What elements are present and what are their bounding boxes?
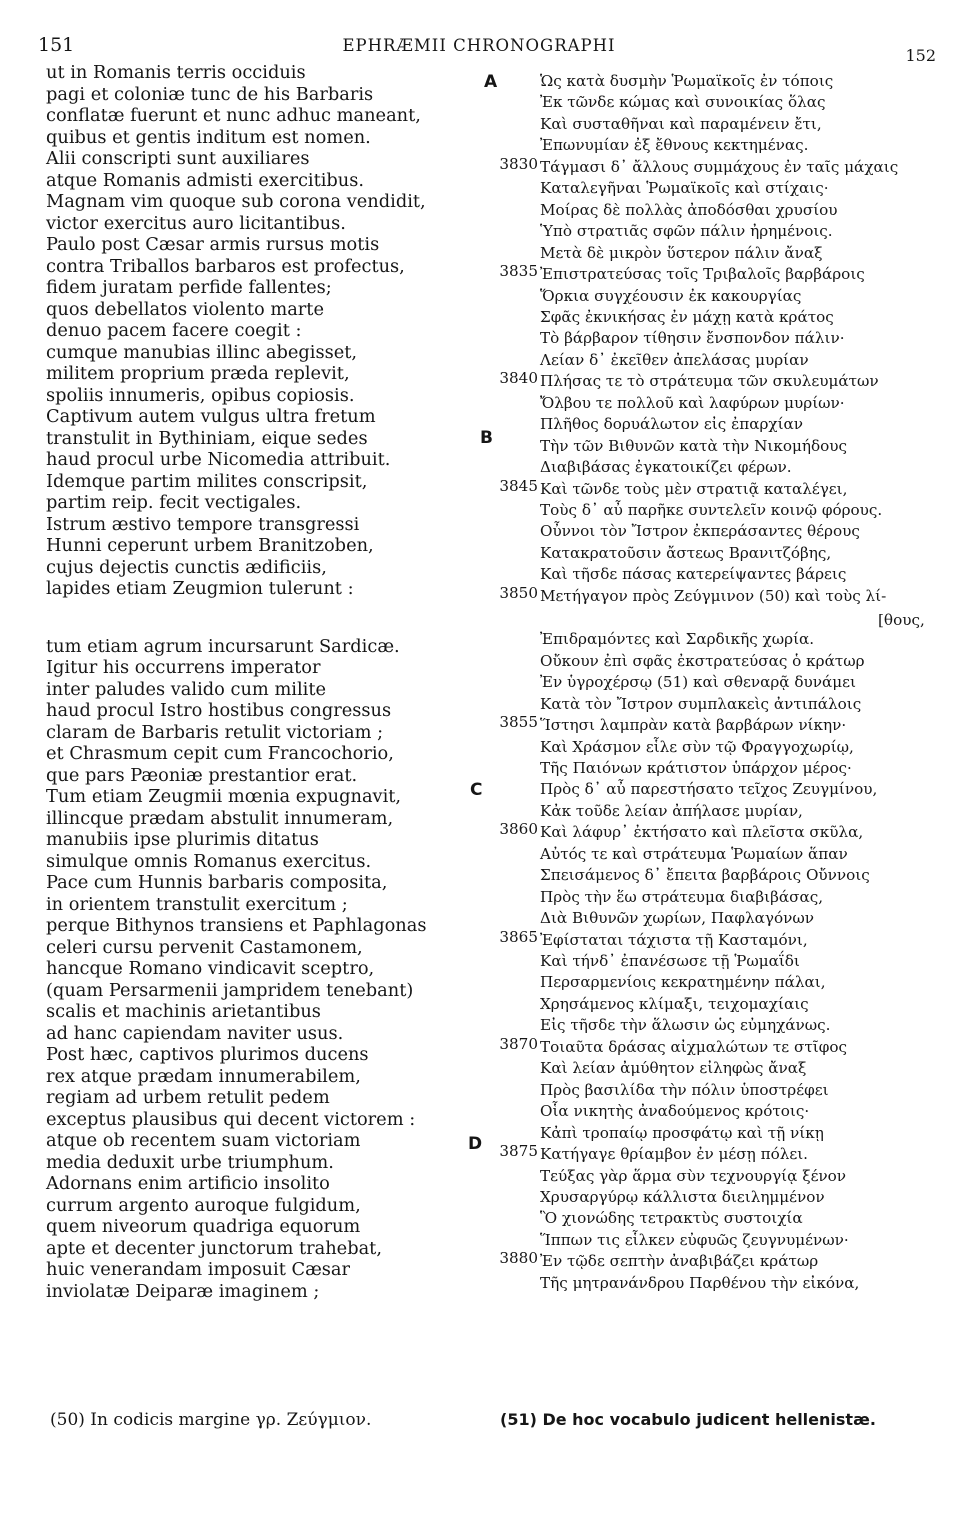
latin-line: in orientem transtulit exercitum ; — [46, 893, 348, 915]
greek-line: Μετήγαγον πρὸς Ζεύγμινον (50) καὶ τοὺς λί- — [540, 586, 887, 605]
latin-line: cumque manubias illinc abegisset, — [46, 341, 358, 363]
greek-line: Καὶ τῆσδε πάσας κατερείψαντες βάρεις — [540, 565, 847, 584]
footnote-51: (51) De hoc vocabulo judicent hellenistæ. — [500, 1410, 876, 1429]
greek-line: Περσαρμενίοις κεκρατημένην πάλαι, — [540, 973, 826, 992]
greek-line: Καὶ τῶνδε τοὺς μὲν στρατιᾷ καταλέγει, — [540, 479, 848, 498]
right-page-number: 152 — [905, 46, 936, 65]
verse-line-number: 3875 — [499, 1142, 538, 1161]
latin-line: pagi et coloniæ tunc de his Barbaris — [46, 83, 374, 105]
latin-line: tum etiam agrum incursarunt Sardicæ. — [46, 635, 400, 657]
latin-line: Post hæc, captivos plurimos ducens — [46, 1044, 369, 1065]
section-marker: A — [484, 72, 498, 92]
greek-line: Ἐν τῷδε σεπτὴν ἀναβιβάζει κράτωρ — [540, 1252, 819, 1271]
latin-line: simulque omnis Romanus exercitus. — [46, 850, 372, 872]
latin-line: cujus dejectis cunctis ædificiis, — [46, 556, 327, 578]
greek-line: Χρησάμενος κλίμαξι, τειχομαχίαις — [540, 994, 809, 1013]
greek-line: Τοὺς δ᾽ αὖ παρῆκε συντελεῖν κοινῷ φόρους. — [540, 501, 883, 519]
latin-line: exceptus plausibus qui decent victorem : — [46, 1108, 416, 1130]
verse-line-number: 3855 — [499, 713, 538, 732]
latin-line: hancque Romano vindicavit sceptro, — [46, 958, 375, 979]
latin-line: conflatæ fuerunt et nunc adhuc maneant, — [46, 105, 421, 126]
greek-line: Καὶ συσταθῆναι καὶ παραμένειν ἔτι, — [540, 114, 822, 133]
greek-line: Σπεισάμενος δ᾽ ἔπειτα βαρβάροις Οὔννοις — [540, 866, 870, 885]
greek-line: Καὶ Χράσμον εἷλε σὺν τῷ Φραγγοχωρίῳ, — [540, 737, 854, 756]
latin-line: contra Triballos barbaros est profectus, — [46, 255, 405, 277]
latin-line: partim reip. fecit vectigales. — [46, 492, 302, 513]
latin-line: ut in Romanis terris occiduis — [46, 62, 306, 83]
latin-line: rex atque prædam innumerabilem, — [46, 1065, 361, 1087]
greek-line: Πρὸς βασιλίδα τὴν πόλιν ὑποστρέφει — [540, 1080, 829, 1099]
greek-line: Ἵστησι λαμπρὰν κατὰ βαρβάρων νίκην· — [540, 716, 847, 735]
latin-line: quos debellatos violento marte — [46, 298, 324, 320]
section-marker: C — [470, 780, 483, 800]
section-marker: D — [468, 1134, 483, 1154]
greek-line: Διὰ Βιθυνῶν χωρίων, Παφλαγόνων — [540, 909, 815, 928]
latin-line: regiam ad urbem retulit pedem — [46, 1087, 330, 1108]
latin-line: Igitur his occurrens imperator — [46, 657, 321, 678]
latin-line: Captivum autem vulgus ultra fretum — [46, 406, 376, 427]
latin-line: fidem juratam perfide fallentes; — [46, 277, 332, 298]
verse-line-number: 3860 — [499, 820, 538, 839]
greek-line: Ὄλβου τε πολλοῦ καὶ λαφύρων μυρίων· — [540, 393, 845, 412]
greek-line: Οἷα νικητὴς ἀναδούμενος κρότοις· — [540, 1102, 810, 1121]
verse-line-number: 3830 — [499, 154, 538, 173]
greek-line: Αὐτός τε καὶ στράτευμα Ῥωμαίων ἅπαν — [540, 844, 848, 863]
greek-line: Τάγμασι δ᾽ ἄλλους συμμάχους ἐν ταῖς μάχαις — [540, 157, 899, 176]
section-marker: B — [480, 428, 493, 448]
latin-line: Hunni ceperunt urbem Branitzoben, — [46, 535, 374, 556]
latin-line: Adornans enim artificio insolito — [46, 1173, 330, 1194]
latin-line: denuo pacem facere coegit : — [46, 320, 302, 341]
greek-line: Πλήσας τε τὸ στράτευμα τῶν σκυλευμάτων — [540, 372, 879, 391]
latin-line: atque Romanis admisti exercitibus. — [46, 169, 365, 191]
latin-line: huic venerandam imposuit Cæsar — [46, 1259, 351, 1280]
latin-line: inter paludes valido cum milite — [46, 678, 327, 700]
left-page-number: 151 — [38, 34, 75, 56]
latin-line: spoliis innumeris, opibus copiosis. — [46, 384, 355, 406]
latin-line: Istrum æstivo tempore transgressi — [46, 513, 360, 535]
latin-line: Alii conscripti sunt auxiliares — [46, 148, 310, 169]
latin-line: Idemque partim milites conscripsit, — [46, 470, 368, 492]
verse-line-number: 3835 — [499, 262, 538, 281]
latin-line: claram de Barbaris retulit victoriam ; — [46, 721, 384, 743]
greek-line: Σφᾶς ἐκνικήσας ἐν μάχῃ κατὰ κράτος — [540, 307, 834, 326]
latin-line: inviolatæ Deiparæ imaginem ; — [46, 1280, 320, 1302]
verse-line-number: 3870 — [499, 1034, 538, 1053]
greek-line: Τὴν τῶν Βιθυνῶν κατὰ τὴν Νικομήδους — [540, 436, 847, 455]
verse-line-number: 3865 — [499, 927, 538, 946]
latin-line: victor exercitus auro licitantibus. — [46, 212, 346, 234]
latin-line: currum argento auroque fulgidum, — [46, 1194, 361, 1216]
greek-line: Καὶ τήνδ᾽ ἐπανέσωσε τῇ Ῥωμαΐδι — [540, 952, 800, 970]
greek-line: Τεύξας γὰρ ἅρμα σὺν τεχνουργίᾳ ξένον — [540, 1166, 847, 1185]
verse-line-number: 3840 — [499, 369, 538, 388]
greek-line: Πλῆθος δορυάλωτον εἰς ἐπαρχίαν — [540, 415, 804, 434]
greek-line: Ἐφίσταται τάχιστα τῇ Κασταμόνι, — [540, 930, 808, 949]
footnote-50: (50) In codicis margine γρ. Ζεύγμιον. — [50, 1410, 372, 1430]
latin-line: quem niveorum quadriga equorum — [46, 1216, 361, 1237]
greek-line: Κἀκ τοῦδε λείαν ἀπήλασε μυρίαν, — [540, 801, 803, 820]
greek-line: Πρὸς τὴν ἕω στράτευμα διαβιβάσας, — [540, 887, 824, 906]
greek-line: Ὑπὸ στρατιᾶς σφῶν πάλιν ἠρημένοις. — [540, 222, 833, 241]
latin-line: illincque prædam abstulit innumeram, — [46, 807, 394, 829]
latin-line: haud procul urbe Nicomedia attribuit. — [46, 449, 391, 470]
greek-line: Καταλεγῆναι Ῥωμαϊκοῖς καὶ στίχαις· — [540, 179, 829, 198]
greek-line: Λείαν δ᾽ ἐκεῖθεν ἀπελάσας μυρίαν — [540, 350, 809, 369]
greek-line: Χρυσαργύρῳ κάλλιστα διειλημμένον — [540, 1187, 825, 1206]
latin-line: lapides etiam Zeugmion tulerunt : — [46, 578, 354, 599]
greek-line: Τὸ βάρβαρον τίθησιν ἔνσπονδον πάλιν· — [540, 329, 845, 348]
latin-line: perque Bithynos transiens et Paphlagonas — [46, 915, 427, 936]
greek-line: Καὶ λάφυρ᾽ ἐκτήσατο καὶ πλεῖστα σκῦλα, — [540, 823, 864, 842]
greek-line: Τοιαῦτα δράσας αἰχμαλώτων τε στῖφος — [540, 1037, 847, 1056]
greek-line: Ἐπιστρατεύσας τοῖς Τριβαλοῖς βαρβάροις — [540, 265, 865, 284]
verse-line-number: 3880 — [499, 1249, 538, 1268]
greek-line: Πρὸς δ᾽ αὖ παρεστήσατο τεῖχος Ζευγμίνου, — [540, 780, 878, 799]
latin-line: Magnam vim quoque sub corona vendidit, — [46, 191, 426, 212]
latin-line: Pace cum Hunnis barbaris composita, — [46, 872, 388, 893]
greek-line: Καὶ λείαν ἀμύθητον εἰληφὼς ἄναξ — [540, 1059, 807, 1078]
verse-line-number: 3845 — [499, 476, 538, 495]
latin-line: scalis et machinis arietantibus — [46, 1001, 321, 1022]
greek-line: Κατήγαγε θρίαμβον ἐν μέσῃ πόλει. — [540, 1145, 808, 1164]
latin-line: que pars Pæoniæ prestantior erat. — [46, 764, 358, 786]
greek-line: Ὅρκια συγχέουσιν ἐκ κακουργίας — [540, 286, 802, 305]
greek-line: Ἵππων τις εἷλκεν εὐφυῶς ζευγνυμένων· — [540, 1230, 849, 1249]
greek-line: Ὃ χιονώδης τετρακτὺς συστοιχία — [540, 1209, 803, 1228]
greek-line: Οὔκουν ἐπὶ σφᾶς ἐκστρατεύσας ὁ κράτωρ — [540, 651, 865, 670]
greek-line: Ἐκ τῶνδε κώμας καὶ συνοικίας ὅλας — [540, 93, 826, 112]
latin-line: et Chrasmum cepit cum Francochorio, — [46, 743, 394, 764]
latin-line: celeri cursu pervenit Castamonem, — [46, 936, 363, 958]
greek-line: Μοίρας δὲ πολλὰς ἀποδόσθαι χρυσίου — [540, 200, 838, 219]
greek-line: Ἐν ὑγροχέρσῳ (51) καὶ σθεναρᾷ δυνάμει — [540, 673, 856, 692]
latin-line: Paulo post Cæsar armis rursus motis — [46, 234, 380, 255]
latin-line: haud procul Istro hostibus congressus — [46, 700, 392, 721]
greek-carryover-fragment: [θους, — [878, 610, 925, 629]
running-head: EPHRÆMII CHRONOGRAPHI — [342, 36, 616, 55]
greek-line: Οὖννοι τὸν Ἴστρον ἐκπεράσαντες θέρους — [540, 522, 860, 541]
greek-line: Τῆς Παιόνων κράτιστον ὑπάρχον μέρος· — [540, 758, 852, 777]
verse-line-number: 3850 — [499, 583, 538, 602]
latin-line: media deduxit urbe triumphum. — [46, 1151, 334, 1173]
greek-line: Κατακρατοῦσιν ἄστεως Βρανιτζόβης, — [540, 543, 832, 562]
latin-line: (quam Persarmenii jampridem tenebant) — [46, 979, 414, 1001]
greek-line: Κἀπὶ τροπαίῳ προσφάτῳ καὶ τῇ νίκῃ — [540, 1123, 824, 1142]
latin-line: manubiis ipse plurimis ditatus — [46, 829, 319, 850]
greek-line: Ἐπωνυμίαν ἐξ ἔθνους κεκτημένας. — [540, 136, 809, 155]
greek-line: Ἐπιδραμόντες καὶ Σαρδικῆς χωρία. — [540, 630, 815, 649]
latin-line: atque ob recentem suam victoriam — [46, 1130, 361, 1151]
greek-line: Ὡς κατὰ δυσμὴν Ῥωμαϊκοῖς ἐν τόποις — [540, 72, 834, 90]
greek-line: Τῆς μητρανάνδρου Παρθένου τὴν εἰκόνα, — [540, 1273, 860, 1292]
latin-line: ad hanc capiendam naviter usus. — [46, 1022, 344, 1044]
greek-line: Εἰς τῆσδε τὴν ἅλωσιν ὡς εὐμηχάνως. — [540, 1016, 831, 1035]
greek-line: Μετὰ δὲ μικρὸν ὕστερον πάλιν ἄναξ — [540, 243, 823, 262]
latin-line: militem proprium præda replevit, — [46, 363, 350, 384]
greek-line: Διαβιβάσας ἐγκατοικίζει φέρων. — [540, 458, 792, 477]
latin-line: Tum etiam Zeugmii mœnia expugnavit, — [46, 786, 402, 807]
greek-line: Κατὰ τὸν Ἴστρον συμπλακεὶς ἀντιπάλοις — [540, 694, 862, 713]
latin-line: quibus et gentis inditum est nomen. — [46, 126, 371, 148]
latin-line: transtulit in Bythiniam, eique sedes — [46, 427, 368, 449]
latin-line: apte et decenter junctorum trahebat, — [46, 1237, 382, 1259]
